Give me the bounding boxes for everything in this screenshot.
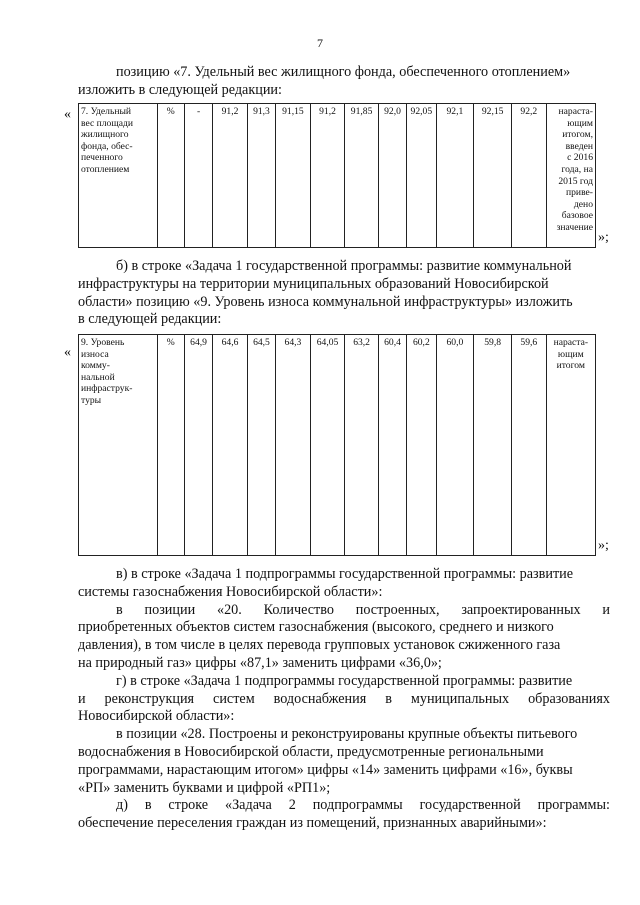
open-quote: «: [64, 107, 71, 122]
indicator-name-cell: 9. Уровень износа комму- нальной инфраструк- туры: [79, 335, 158, 556]
value-cell: 91,3: [247, 104, 275, 248]
value-cell: 60,2: [407, 335, 436, 556]
value-cell: 59,6: [512, 335, 547, 556]
value-cell: 64,6: [213, 335, 248, 556]
value-cell: -: [184, 104, 212, 248]
paragraph-intro: [78, 64, 610, 100]
text-line: в следующей редакции:: [78, 311, 222, 328]
note-cell: нараста- ющим итогом: [546, 335, 595, 556]
text-line: на природный газ» цифры «87,1» заменить цифрами «36,0»;: [78, 654, 442, 671]
value-cell: 60,4: [378, 335, 406, 556]
value-cell: 92,15: [474, 104, 512, 248]
text-line: давления), в том числе в целях перевода групповых установок сжиженного газа: [78, 637, 561, 654]
text-line: позицию «7. Удельный вес жилищного фонда, обеспеченного отоплением»: [116, 64, 571, 80]
text-line: б) в строке «Задача 1 государственной программы: развитие коммунальной: [116, 258, 572, 274]
open-quote: «: [64, 345, 71, 360]
value-cell: 59,8: [474, 335, 512, 556]
value-cell: 91,2: [213, 104, 248, 248]
unit-cell: %: [157, 335, 184, 556]
close-quote: »;: [598, 230, 609, 245]
value-cell: 92,05: [407, 104, 436, 248]
text-line: «РП» заменить буквами и цифрой «РП1»;: [78, 779, 331, 796]
text-line: приобретенных объектов систем газоснабжения (высокого, среднего и низкого: [78, 619, 554, 636]
text-line: в) в строке «Задача 1 подпрограммы государственной программы: развитие: [116, 566, 574, 582]
text-line: инфраструктуры на территории муниципальных образований Новосибирской: [78, 275, 549, 292]
text-line: изложить в следующей редакции:: [78, 81, 282, 98]
text-line: области» позицию «9. Уровень износа коммунальной инфраструктуры» изложить: [78, 293, 573, 310]
table-row: [79, 104, 596, 248]
paragraph-c-d: [78, 566, 610, 833]
value-cell: 60,0: [436, 335, 474, 556]
text-line: и реконструкция систем водоснабжения в муниципальных образованиях: [78, 690, 610, 707]
value-cell: 64,5: [247, 335, 275, 556]
text-line: водоснабжения в Новосибирской области, предусмотренные региональными: [78, 743, 544, 760]
text-line: д) в строке «Задача 2 подпрограммы государственной программы:: [116, 797, 610, 814]
close-quote: »;: [598, 538, 609, 553]
page-number: 7: [317, 36, 323, 50]
text-line: Новосибирской области»:: [78, 708, 235, 725]
value-cell: 92,0: [378, 104, 406, 248]
value-cell: 92,1: [436, 104, 474, 248]
text-line: г) в строке «Задача 1 подпрограммы государственной программы: развитие: [116, 672, 573, 689]
value-cell: 91,85: [345, 104, 379, 248]
value-cell: 92,2: [512, 104, 547, 248]
table-row: [79, 335, 596, 556]
text-line: программами, нарастающим итогом» цифры «14» заменить цифрами «16», буквы: [78, 761, 573, 778]
text-line: в позиции «28. Построены и реконструированы крупные объекты питьевого: [116, 726, 578, 743]
indicator-name-cell: 7. Удельный вес площади жилищного фонда, обес- печенного отоплением: [79, 104, 158, 248]
unit-cell: %: [157, 104, 184, 248]
table-indicator-7: [78, 103, 596, 248]
note-cell: нараста- ющим итогом, введен с 2016 года, на 2015 год приве- дено базовое значение: [546, 104, 595, 248]
value-cell: 64,3: [276, 335, 311, 556]
table-indicator-9: [78, 334, 596, 556]
value-cell: 64,9: [184, 335, 212, 556]
text-line: системы газоснабжения Новосибирской области»:: [78, 583, 383, 600]
paragraph-b: [78, 258, 610, 329]
value-cell: 91,15: [276, 104, 311, 248]
value-cell: 63,2: [345, 335, 379, 556]
text-line: обеспечение переселения граждан из помещений, признанных аварийными»:: [78, 815, 547, 832]
value-cell: 64,05: [310, 335, 345, 556]
value-cell: 91,2: [310, 104, 345, 248]
text-line: в позиции «20. Количество построенных, запроектированных и: [116, 601, 610, 618]
